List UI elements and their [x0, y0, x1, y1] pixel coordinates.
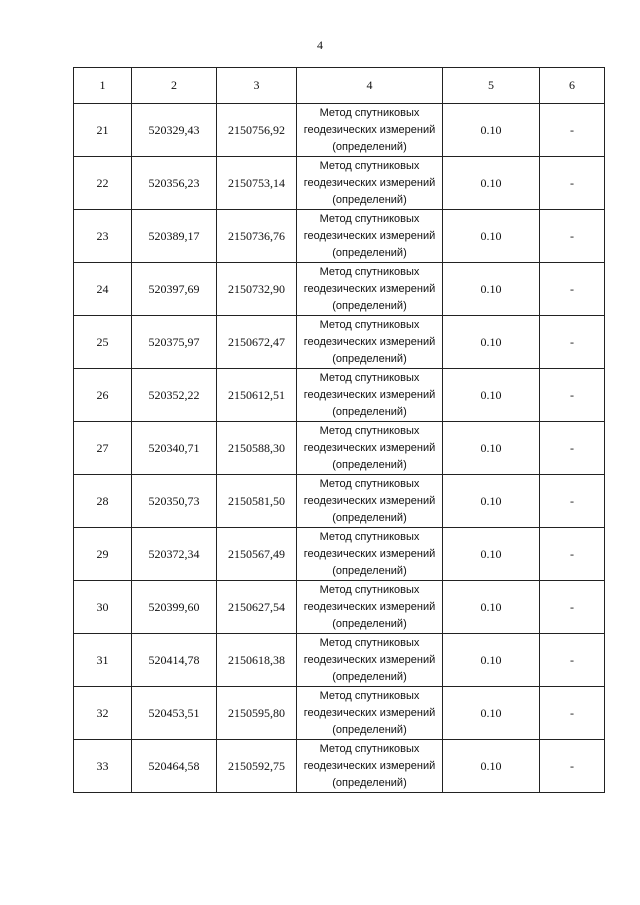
method-line: Метод спутниковых — [319, 636, 420, 649]
coordinates-table — [73, 67, 605, 793]
method-line: Метод спутниковых — [319, 583, 420, 596]
description-cell: - — [540, 528, 605, 581]
coordinate-y: 2150732,90 — [217, 263, 297, 316]
description-cell: - — [540, 475, 605, 528]
method-line: Метод спутниковых — [319, 212, 420, 225]
accuracy-value: 0.10 — [443, 634, 540, 687]
description-cell: - — [540, 581, 605, 634]
description-cell: - — [540, 263, 605, 316]
table-row — [74, 475, 605, 528]
accuracy-value: 0.10 — [443, 104, 540, 157]
point-number: 27 — [74, 422, 132, 475]
point-number: 23 — [74, 210, 132, 263]
coordinate-x: 520329,43 — [132, 104, 217, 157]
method-line: геодезических измерений — [303, 494, 436, 507]
accuracy-value: 0.10 — [443, 263, 540, 316]
description-cell: - — [540, 210, 605, 263]
description-cell: - — [540, 740, 605, 793]
method-line: Метод спутниковых — [319, 265, 420, 278]
method-line: Метод спутниковых — [319, 424, 420, 437]
method-line: геодезических измерений — [303, 600, 436, 613]
coordinate-x: 520375,97 — [132, 316, 217, 369]
header-cell-4: 4 — [297, 68, 443, 104]
coordinate-x: 520399,60 — [132, 581, 217, 634]
method-line: геодезических измерений — [303, 759, 436, 772]
point-number: 32 — [74, 687, 132, 740]
point-number: 22 — [74, 157, 132, 210]
method-line: (определений) — [332, 723, 407, 736]
accuracy-value: 0.10 — [443, 528, 540, 581]
accuracy-value: 0.10 — [443, 316, 540, 369]
description-cell: - — [540, 104, 605, 157]
method-line: Метод спутниковых — [319, 689, 420, 702]
point-number: 26 — [74, 369, 132, 422]
method-line: (определений) — [332, 617, 407, 630]
method-cell — [297, 687, 443, 740]
point-number: 25 — [74, 316, 132, 369]
table-row — [74, 104, 605, 157]
point-number: 31 — [74, 634, 132, 687]
method-line: (определений) — [332, 458, 407, 471]
coordinate-y: 2150756,92 — [217, 104, 297, 157]
method-line: (определений) — [332, 246, 407, 259]
method-cell — [297, 528, 443, 581]
coordinate-x: 520453,51 — [132, 687, 217, 740]
table-row — [74, 316, 605, 369]
point-number: 21 — [74, 104, 132, 157]
point-number: 24 — [74, 263, 132, 316]
method-line: геодезических измерений — [303, 388, 436, 401]
coordinate-x: 520414,78 — [132, 634, 217, 687]
method-line: (определений) — [332, 405, 407, 418]
method-cell — [297, 422, 443, 475]
method-cell — [297, 316, 443, 369]
point-number: 29 — [74, 528, 132, 581]
coordinate-y: 2150672,47 — [217, 316, 297, 369]
method-line: (определений) — [332, 299, 407, 312]
method-line: геодезических измерений — [303, 706, 436, 719]
coordinate-x: 520464,58 — [132, 740, 217, 793]
description-cell: - — [540, 687, 605, 740]
coordinate-x: 520356,23 — [132, 157, 217, 210]
coordinate-x: 520397,69 — [132, 263, 217, 316]
coordinate-y: 2150581,50 — [217, 475, 297, 528]
accuracy-value: 0.10 — [443, 369, 540, 422]
method-line: геодезических измерений — [303, 282, 436, 295]
accuracy-value: 0.10 — [443, 210, 540, 263]
table-row — [74, 581, 605, 634]
method-line: геодезических измерений — [303, 335, 436, 348]
header-cell-5: 5 — [443, 68, 540, 104]
coordinate-x: 520372,34 — [132, 528, 217, 581]
header-row — [74, 68, 605, 104]
coordinate-x: 520389,17 — [132, 210, 217, 263]
method-line: (определений) — [332, 511, 407, 524]
table-row — [74, 263, 605, 316]
header-cell-3: 3 — [217, 68, 297, 104]
description-cell: - — [540, 157, 605, 210]
method-line: геодезических измерений — [303, 547, 436, 560]
method-line: (определений) — [332, 776, 407, 789]
description-cell: - — [540, 316, 605, 369]
coordinate-y: 2150588,30 — [217, 422, 297, 475]
point-number: 30 — [74, 581, 132, 634]
coordinate-x: 520350,73 — [132, 475, 217, 528]
method-line: (определений) — [332, 670, 407, 683]
method-cell — [297, 157, 443, 210]
table-row — [74, 422, 605, 475]
point-number: 33 — [74, 740, 132, 793]
description-cell: - — [540, 422, 605, 475]
method-line: Метод спутниковых — [319, 318, 420, 331]
method-line: Метод спутниковых — [319, 159, 420, 172]
coordinate-y: 2150618,38 — [217, 634, 297, 687]
coordinate-x: 520352,22 — [132, 369, 217, 422]
method-cell — [297, 210, 443, 263]
method-cell — [297, 634, 443, 687]
method-cell — [297, 581, 443, 634]
accuracy-value: 0.10 — [443, 740, 540, 793]
table-row — [74, 687, 605, 740]
table-row — [74, 528, 605, 581]
method-line: Метод спутниковых — [319, 477, 420, 490]
accuracy-value: 0.10 — [443, 157, 540, 210]
method-line: геодезических измерений — [303, 229, 436, 242]
method-line: геодезических измерений — [303, 123, 436, 136]
method-line: (определений) — [332, 140, 407, 153]
point-number: 28 — [74, 475, 132, 528]
method-cell — [297, 104, 443, 157]
coordinate-y: 2150612,51 — [217, 369, 297, 422]
description-cell: - — [540, 634, 605, 687]
method-cell — [297, 475, 443, 528]
method-cell — [297, 369, 443, 422]
accuracy-value: 0.10 — [443, 581, 540, 634]
method-line: Метод спутниковых — [319, 106, 420, 119]
description-cell: - — [540, 369, 605, 422]
method-line: Метод спутниковых — [319, 371, 420, 384]
coordinate-y: 2150592,75 — [217, 740, 297, 793]
method-cell — [297, 740, 443, 793]
page-number: 4 — [317, 38, 323, 52]
table-row — [74, 369, 605, 422]
table-row — [74, 740, 605, 793]
method-line: геодезических измерений — [303, 176, 436, 189]
table-row — [74, 157, 605, 210]
header-cell-6: 6 — [540, 68, 605, 104]
method-line: (определений) — [332, 352, 407, 365]
method-cell — [297, 263, 443, 316]
method-line: Метод спутниковых — [319, 742, 420, 755]
accuracy-value: 0.10 — [443, 475, 540, 528]
coordinate-y: 2150753,14 — [217, 157, 297, 210]
method-line: геодезических измерений — [303, 441, 436, 454]
coordinate-y: 2150595,80 — [217, 687, 297, 740]
method-line: (определений) — [332, 193, 407, 206]
coordinate-x: 520340,71 — [132, 422, 217, 475]
method-line: геодезических измерений — [303, 653, 436, 666]
coordinate-y: 2150567,49 — [217, 528, 297, 581]
header-cell-2: 2 — [132, 68, 217, 104]
coordinate-y: 2150736,76 — [217, 210, 297, 263]
accuracy-value: 0.10 — [443, 422, 540, 475]
method-line: Метод спутниковых — [319, 530, 420, 543]
method-line: (определений) — [332, 564, 407, 577]
header-cell-1: 1 — [74, 68, 132, 104]
accuracy-value: 0.10 — [443, 687, 540, 740]
table-row — [74, 634, 605, 687]
table-row — [74, 210, 605, 263]
coordinate-y: 2150627,54 — [217, 581, 297, 634]
